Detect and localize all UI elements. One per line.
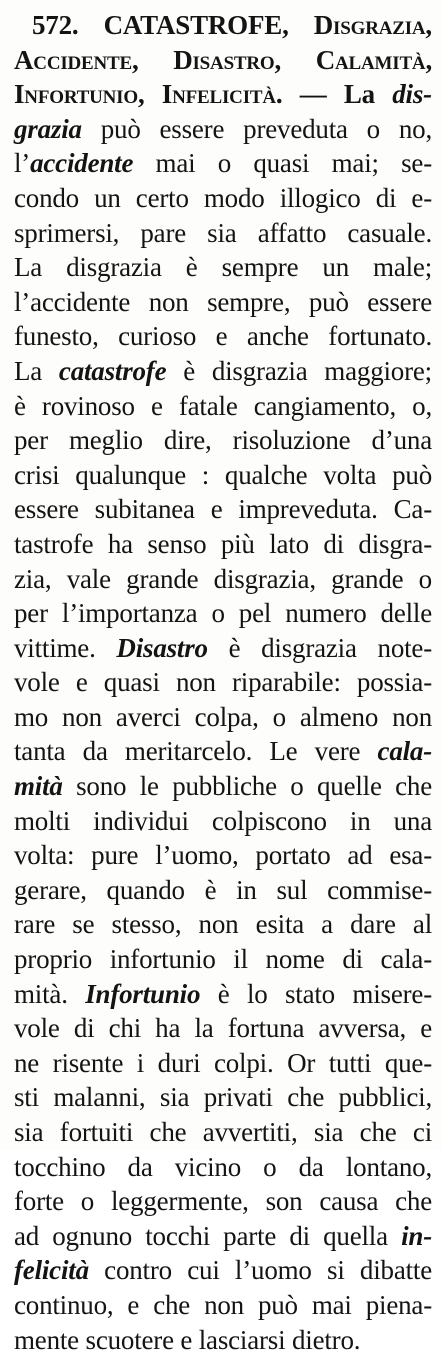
entry-line: La catastrofe è disgrazia maggiore;	[14, 355, 432, 386]
emphasized-term: catastrofe	[58, 355, 167, 386]
emphasized-term: Disastro	[116, 632, 208, 663]
entry-line: proprio infortunio il nome di cala-	[14, 944, 432, 975]
entry-line: crisi qualunque : qualche volta può	[14, 459, 432, 490]
emphasized-term: mità	[14, 771, 63, 802]
emphasized-term: in-	[401, 1220, 432, 1251]
emphasized-term: dis-	[392, 79, 432, 110]
entry-line: funesto, curioso e anche fortunato.	[14, 321, 432, 352]
entry-line: ad ognuno tocchi parte di quella in-	[14, 1220, 432, 1251]
entry-line: tocchino da vicino o da lontano,	[14, 1151, 432, 1182]
entry-line: vole di chi ha la fortuna avversa, e	[14, 1013, 432, 1044]
entry-headword: CATASTROFE,	[103, 10, 289, 40]
emphasized-term: cala-	[377, 736, 433, 767]
entry-line: tastrofe ha senso più lato di disgra-	[14, 528, 432, 559]
entry-line: gerare, quando è in sul commise-	[14, 874, 432, 905]
entry-line: ne risente i duri colpi. Or tutti que-	[14, 1047, 432, 1078]
entry-line: La disgrazia è sempre un male;	[14, 252, 432, 283]
dictionary-entry	[14, 8, 432, 1357]
entry-line: condo un certo modo illogico di e-	[14, 182, 432, 213]
entry-line: felicità contro cui l’uomo si dibatte	[14, 1255, 432, 1286]
entry-synonyms: Accidente, Disastro, Calamità,	[14, 44, 432, 75]
entry-line: sprimersi, pare sia affatto casuale.	[14, 217, 432, 248]
entry-line	[14, 43, 432, 78]
entry-line: sia fortuiti che avvertiti, sia che ci	[14, 1117, 432, 1147]
entry-dash: —	[299, 79, 327, 110]
entry-line: continuo, e che non può mai piena-	[14, 1289, 432, 1320]
entry-line: è rovinoso e fatale cangiamento, o,	[14, 390, 432, 421]
entry-line: rare se stesso, non esita a dare al	[14, 909, 432, 940]
entry-line: vittime. Disastro è disgrazia note-	[14, 632, 432, 663]
entry-line: mente scuotere e lasciarsi dietro.	[14, 1324, 361, 1355]
entry-line: l’accidente mai o quasi mai; se-	[14, 148, 432, 179]
entry-line: grazia può essere preveduta o no,	[14, 113, 432, 144]
entry-line: volta: pure l’uomo, portato ad esa-	[14, 840, 432, 871]
entry-line: per meglio dire, risoluzione d’una	[14, 425, 432, 456]
emphasized-term: grazia	[14, 113, 82, 144]
entry-line: forte o leggermente, son causa che	[14, 1186, 432, 1217]
entry-line: vole e quasi non riparabile: possia-	[14, 667, 432, 698]
entry-line: sti malanni, sia privati che pubblici,	[14, 1082, 432, 1113]
entry-line: tanta da meritarcelo. Le vere cala-	[14, 736, 433, 767]
entry-synonyms: Disgrazia,	[313, 10, 432, 40]
entry-line: mo non averci colpa, o almeno non	[14, 701, 432, 732]
emphasized-term: Infortunio	[85, 978, 201, 1009]
entry-number: 572.	[32, 10, 79, 40]
entry-line: essere subitanea e impreveduta. Ca-	[14, 494, 432, 525]
entry-line: l’accidente non sempre, può essere	[14, 286, 432, 317]
entry-line: per l’importanza o pel numero delle	[14, 598, 432, 629]
emphasized-term: felicità	[14, 1255, 89, 1286]
emphasized-term: accidente	[30, 148, 134, 179]
entry-line: mità sono le pubbliche o quelle che	[14, 771, 432, 802]
entry-synonyms: Infortunio, Infelicità.	[14, 79, 283, 110]
entry-line: mità. Infortunio è lo stato misere-	[14, 978, 432, 1009]
entry-line: zia, vale grande disgrazia, grande o	[14, 563, 432, 594]
entry-line	[14, 8, 432, 43]
entry-line: molti individui colpiscono in una	[14, 805, 432, 836]
entry-line: Infortunio, Infelicità. — La dis-	[14, 79, 432, 110]
